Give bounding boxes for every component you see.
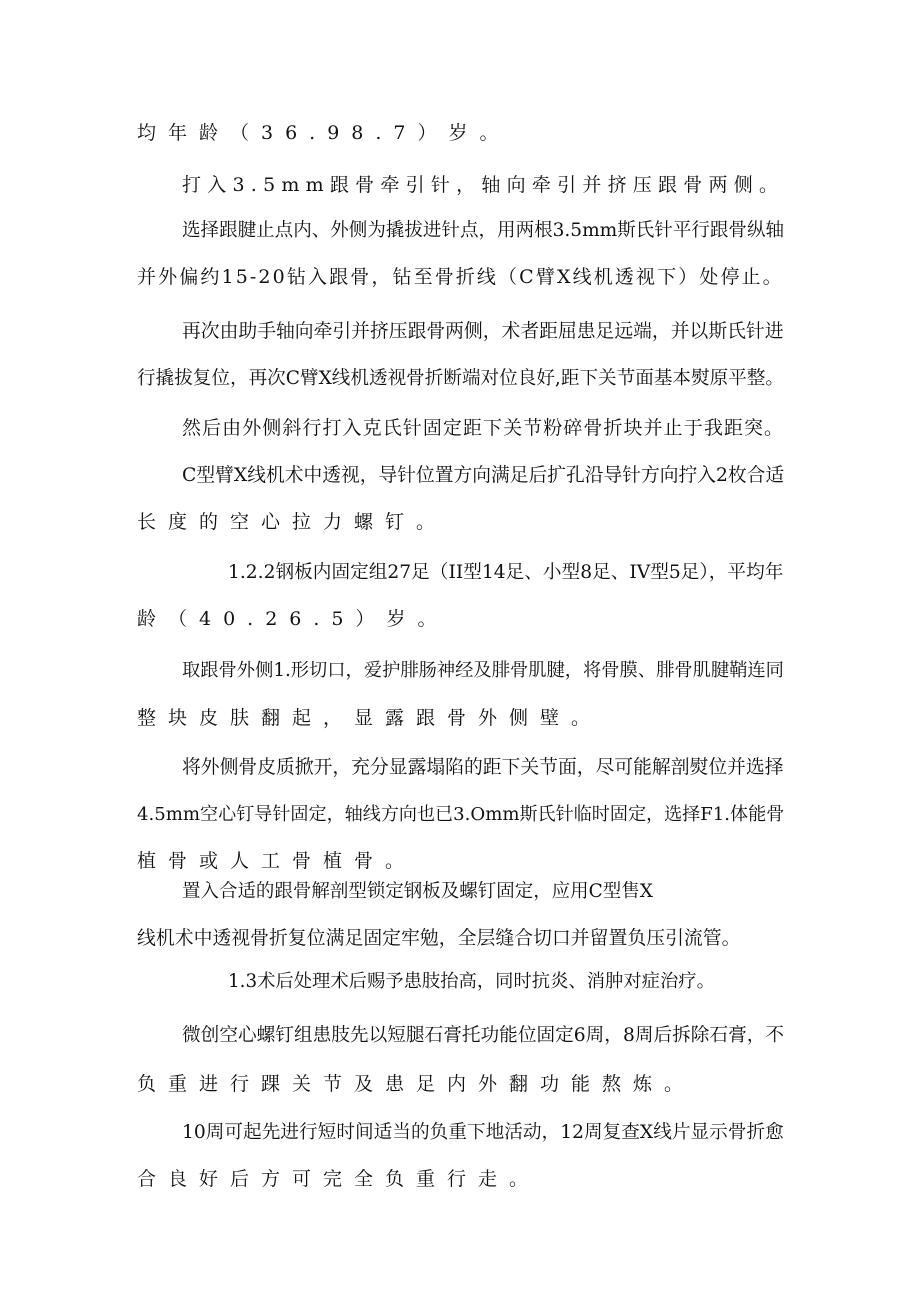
- text-line: 线机术中透视骨折复位满足固定牢勉，全层缝合切口并留置负压引流管。: [137, 927, 741, 949]
- text-line: 4.5mm空心钉导针固定，轴线方向也已3.Omm斯氏针临时固定，选择F1.体能骨: [137, 804, 785, 825]
- text-line: 负重进行踝关节及患足内外翻功能熬炼。: [137, 1073, 696, 1095]
- text-line: 微创空心螺钉组患肢先以短腿石膏托功能位固定6周，8周后拆除石膏，不: [182, 1025, 785, 1046]
- text-line: 1.3术后处理术后赐予患肢抬高，同时抗炎、消肿对症治疗。: [228, 971, 715, 992]
- text-line: 再次由助手轴向牵引并挤压跟骨两侧，术者距屈患足远端，并以斯氏针进: [182, 321, 784, 342]
- text-line: 行撬拔复位，再次C臂X线机透视骨折断端对位良好,距下关节面基本熨原平整。: [137, 368, 784, 389]
- text-line: 合良好后方可完全负重行走。: [137, 1168, 541, 1190]
- text-line: 1.2.2钢板内固定组27足（II型14足、小型8足、IV型5足），平均年: [228, 562, 784, 583]
- text-line: 然后由外侧斜行打入克氏针固定距下关节粉碎骨折块并止于我距突。: [182, 417, 785, 439]
- text-line: 并外偏约15-20钻入跟骨，钻至骨折线（C臂X线机透视下）处停止。: [137, 266, 784, 288]
- text-line: 整块皮肤翻起，显露跟骨外侧壁。: [137, 707, 603, 729]
- text-line: 将外侧骨皮质掀开，充分显露塌陷的距下关节面，尽可能解剖熨位并选择: [182, 757, 784, 778]
- text-line: 10周可起先进行短时间适当的负重下地活动，12周复查X线片显示骨折愈: [182, 1122, 784, 1143]
- text-line: 打入3.5mm跟骨牵引针，轴向牵引并挤压跟骨两侧。: [182, 174, 785, 196]
- text-line: 植骨或人工骨植骨。: [137, 850, 417, 872]
- text-line: 置入合适的跟骨解剖型锁定钢板及螺钉固定，应用C型售X: [182, 881, 653, 902]
- text-line: C型臂X线机术中透视，导针位置方向满足后扩孔沿导针方向拧入2枚合适: [182, 465, 785, 486]
- text-line: 均年龄（36.98.7）岁。: [137, 122, 511, 144]
- text-line: 取跟骨外侧1.形切口，爱护腓肠神经及腓骨肌腱，将骨膜、腓骨肌腱鞘连同: [182, 660, 784, 681]
- text-line: 选择跟腱止点内、外侧为撬拔进针点，用两根3.5mm斯氏针平行跟骨纵轴: [182, 220, 785, 241]
- text-line: 龄（40.26.5）岁。: [137, 608, 449, 630]
- text-line: 长度的空心拉力螺钉。: [137, 511, 448, 533]
